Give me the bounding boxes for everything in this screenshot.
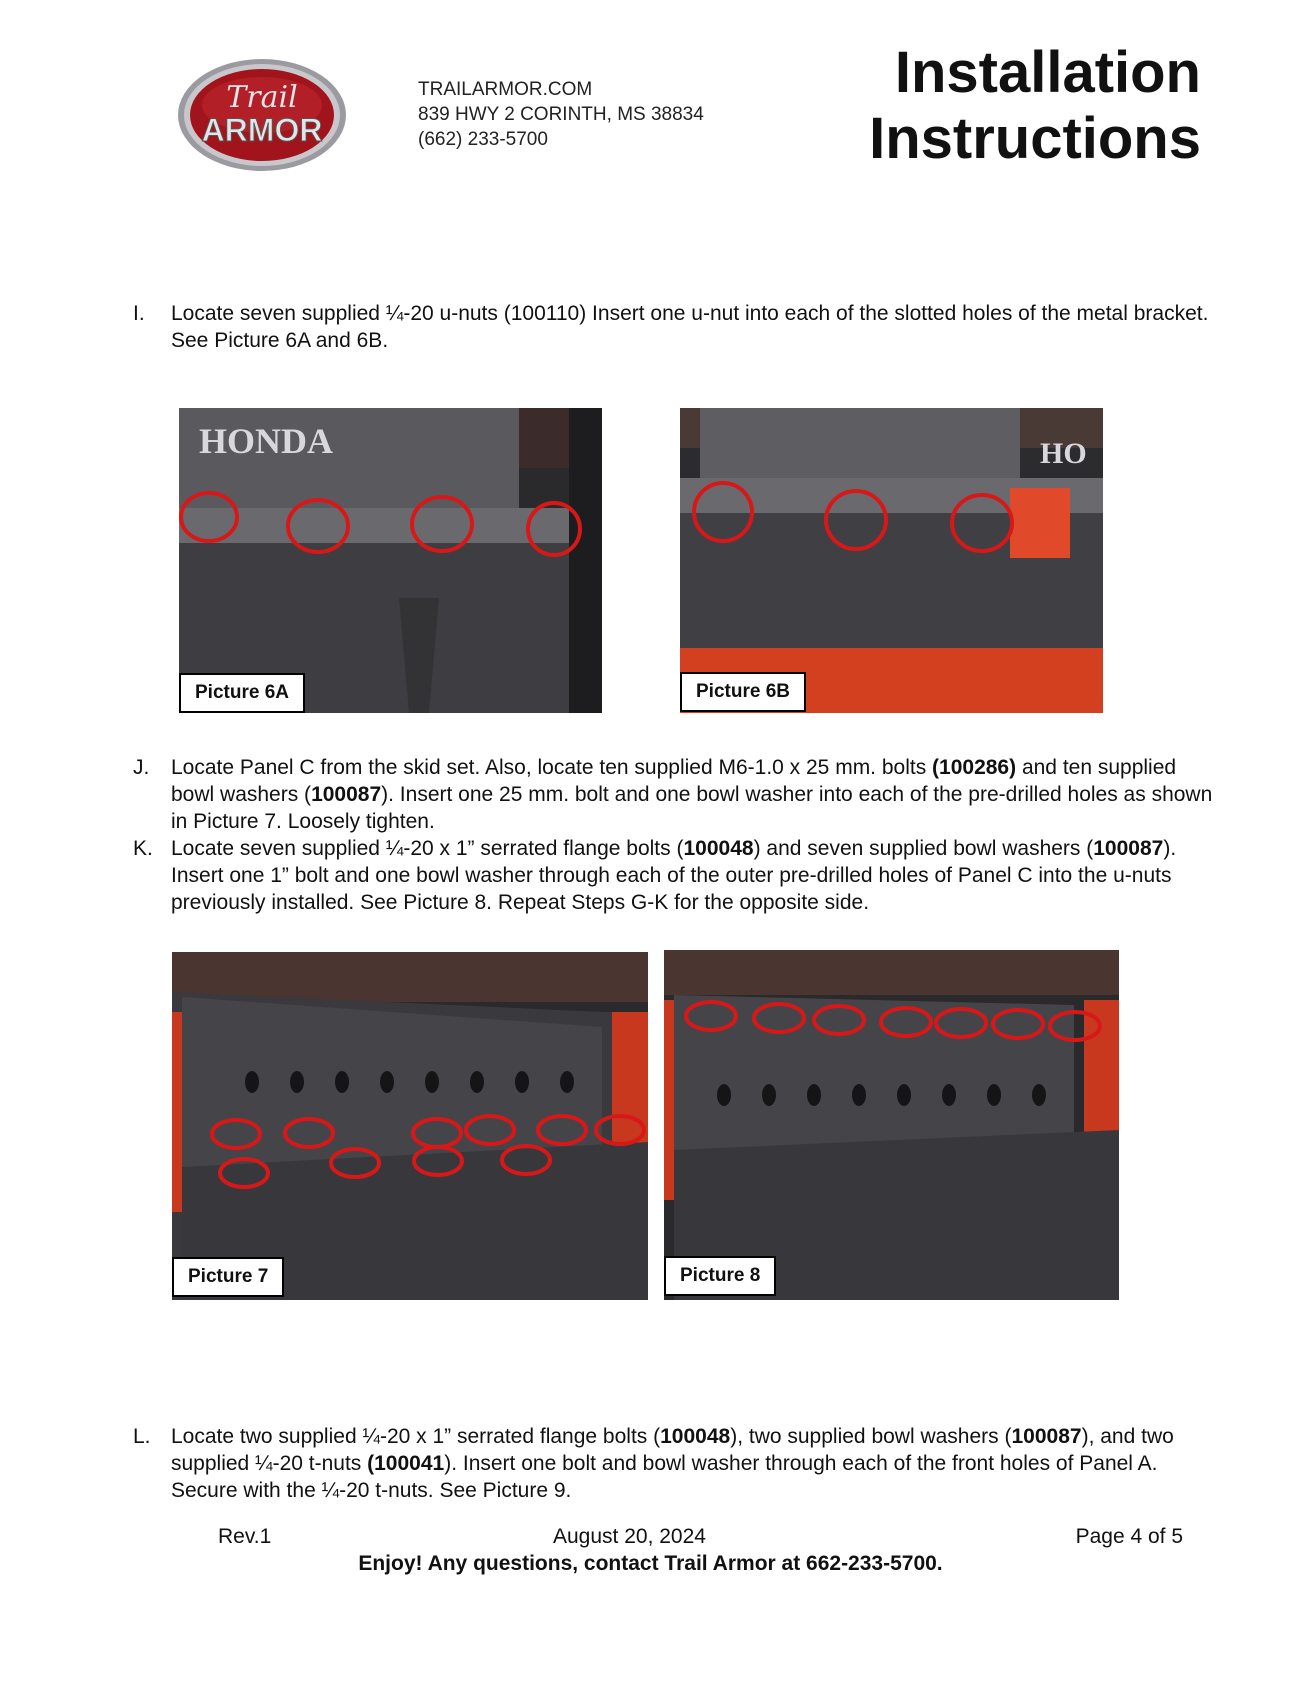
part-number: 100087 <box>1093 837 1164 860</box>
step-k <box>133 835 1223 916</box>
part-number: 100048 <box>660 1425 731 1448</box>
title-line-1: Installation <box>894 40 1201 105</box>
document-date: August 20, 2024 <box>553 1525 706 1548</box>
callout-circles <box>179 408 602 713</box>
picture-8-photo <box>664 950 1119 1300</box>
callout-circle <box>952 495 1012 551</box>
picture-6a-caption: Picture 6A <box>179 673 305 713</box>
part-number: (100041 <box>367 1452 445 1475</box>
callout-circle <box>288 500 348 552</box>
callout-circles <box>680 408 1103 713</box>
step-letter: K. <box>133 837 153 860</box>
picture-7-photo <box>172 952 648 1300</box>
callout-circle <box>993 1010 1043 1038</box>
title-line-2: Instructions <box>869 106 1201 171</box>
picture-6b-photo <box>680 408 1103 713</box>
callout-circle <box>412 497 472 551</box>
document-title <box>869 40 1201 172</box>
step-letter: I. <box>133 302 145 325</box>
page-number: Page 4 of 5 <box>1075 1525 1183 1548</box>
step-letter: J. <box>133 756 150 779</box>
step-i <box>133 300 1223 354</box>
footer-contact-note: Enjoy! Any questions, contact Trail Armor at 662-233-5700. <box>358 1552 943 1575</box>
part-number: 100048 <box>683 837 754 860</box>
callout-circle <box>881 1008 931 1036</box>
callout-circle <box>414 1147 462 1175</box>
step-text: Locate seven supplied ¼-20 u-nuts (100110) Insert one u-nut into each of the slotted holes of the metal bracket. See Picture 6A and 6B. <box>171 302 1209 352</box>
callout-circle <box>331 1149 379 1177</box>
picture-7-caption: Picture 7 <box>172 1257 284 1297</box>
callout-circle <box>814 1006 864 1034</box>
part-number: (100286) <box>932 756 1017 779</box>
svg-text:HO: HO <box>1040 437 1087 470</box>
picture-8-caption: Picture 8 <box>664 1256 776 1296</box>
svg-text:Trail: Trail <box>226 80 298 115</box>
callout-circle <box>936 1009 986 1037</box>
step-letter: L. <box>133 1425 151 1448</box>
callout-circle <box>686 1002 736 1030</box>
callout-circle <box>502 1146 550 1174</box>
company-website: TRAILARMOR.COM <box>418 79 593 100</box>
company-address: 839 HWY 2 CORINTH, MS 38834 <box>418 104 704 125</box>
callout-circle <box>212 1120 260 1148</box>
callout-circle <box>528 503 580 555</box>
callout-circle <box>413 1119 461 1147</box>
step-text: Locate two supplied ¼-20 x 1” serrated flange bolts (100048), two supplied bowl washers (100087), and two supplied ¼-20 t-nuts (100041). Insert one bolt and bowl washer through each of the front holes of Panel A. Secure with the ¼-20 t-nuts. See Picture 9. <box>171 1425 1174 1502</box>
revision-label: Rev.1 <box>218 1525 272 1548</box>
trail-armor-logo <box>175 55 350 175</box>
part-number: 100087 <box>311 783 382 806</box>
company-contact <box>418 77 704 152</box>
callout-circle <box>826 491 886 549</box>
step-text: Locate Panel C from the skid set. Also, locate ten supplied M6-1.0 x 25 mm. bolts (100286) and ten supplied bowl washers (100087). Insert one 25 mm. bolt and one bowl washer into each of the pre-drilled holes as shown in Picture 7. Loosely tighten. <box>171 756 1213 833</box>
callout-circle <box>220 1159 268 1187</box>
callout-circle <box>181 493 237 541</box>
picture-6b-caption: Picture 6B <box>680 672 806 712</box>
callout-circle <box>285 1119 333 1147</box>
callout-circle <box>754 1004 804 1032</box>
callout-circle <box>596 1116 644 1144</box>
callout-circles <box>664 950 1119 1300</box>
picture-6a-photo <box>179 408 602 713</box>
callout-circle <box>694 483 752 541</box>
company-phone: (662) 233-5700 <box>418 129 548 150</box>
callout-circles <box>172 952 648 1300</box>
step-j <box>133 754 1223 835</box>
part-number: 100087 <box>1011 1425 1082 1448</box>
callout-circle <box>1050 1012 1100 1040</box>
svg-text:HONDA: HONDA <box>199 421 333 461</box>
step-text: Locate seven supplied ¼-20 x 1” serrated flange bolts (100048) and seven supplied bowl washers (100087). Insert one 1” bolt and one bowl washer through each of the outer pre-drilled holes of Panel C into the u-nuts previously installed. See Picture 8. Repeat Steps G-K for the opposite side. <box>171 837 1177 914</box>
callout-circle <box>466 1116 514 1144</box>
callout-circle <box>538 1116 586 1144</box>
step-l <box>133 1423 1223 1504</box>
svg-text:ARMOR: ARMOR <box>201 112 323 148</box>
